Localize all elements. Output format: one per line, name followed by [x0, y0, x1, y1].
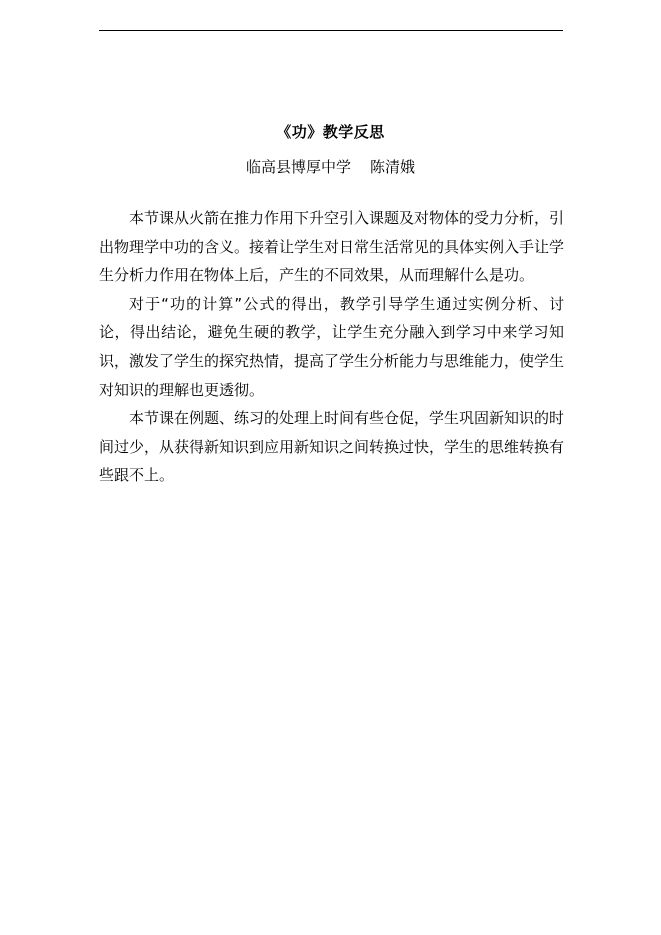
author-line: 临高县博厚中学 陈清娥: [245, 158, 416, 176]
paragraph-1: 本节课从火箭在推力作用下升空引入课题及对物体的受力分析，引出物理学中功的含义。接着让学生对日常生活常见的具体实例入手让学生分析力作用在物体上后，产生的不同效果，从而理解什么是功。: [99, 209, 565, 285]
paragraph-3: 本节课在例题、练习的处理上时间有些仓促，学生巩固新知识的时间过少，从获得新知识到应用新知识之间转换过快，学生的思维转换有些跟不上。: [99, 409, 565, 485]
paragraph-2: 对于“功的计算”公式的得出，教学引导学生通过实例分析、讨论，得出结论，避免生硬的教学，让学生充分融入到学习中来学习知识，激发了学生的探究热情，提高了学生分析能力与思维能力，使学生对知识的理解也更透彻。: [99, 294, 565, 399]
document-title: 《功》教学反思: [276, 123, 385, 141]
header-rule: [99, 30, 563, 31]
document-body: [99, 204, 564, 490]
